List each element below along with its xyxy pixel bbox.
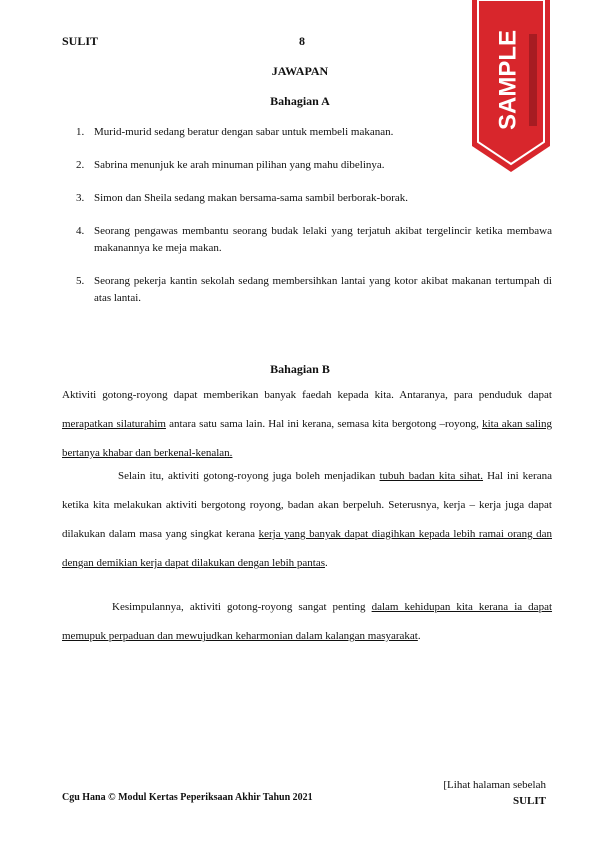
paragraph-text: Kesimpulannya, aktiviti gotong-royong sangat penting: [112, 601, 372, 613]
footer-sulit: SULIT: [512, 795, 546, 807]
paragraph-text: .: [325, 557, 328, 569]
sample-watermark-ribbon: [472, 0, 550, 172]
answer-text: Sabrina menunjuk ke arah minuman pilihan yang mahu dibelinya.: [94, 159, 385, 171]
underlined-text: dalam kehidupan kita kerana ia dapat memupuk perpaduan dan mewujudkan keharmonian dalam kalangan masyarakat: [62, 601, 553, 642]
footer-credit: Cgu Hana © Modul Kertas Peperiksaan Akhir Tahun 2021: [62, 792, 313, 803]
paragraph-text: Hal ini kerana ketika kita melakukan aktiviti bergotong royong, badan akan berpeluh. Seterusnya, kerja – kerja juga dapat dilakukan dalam masa yang singkat kerana: [62, 470, 552, 540]
page-number: 8: [299, 34, 305, 48]
sample-ribbon-shape: [472, 0, 550, 172]
paragraph-text: Aktiviti gotong-royong dapat memberikan banyak faedah kepada kita. Antaranya, para penduduk dapat: [62, 389, 552, 401]
sample-watermark-text: SAMPLE: [494, 29, 522, 131]
page-title: JAWAPAN: [271, 64, 329, 78]
essay-paragraph-2: [62, 462, 552, 578]
essay-paragraph-3: [62, 593, 552, 651]
underlined-text: tubuh badan kita sihat.: [379, 470, 484, 482]
paragraph-text: Selain itu, aktiviti gotong-royong juga boleh menjadikan: [118, 470, 380, 482]
answer-item: [62, 273, 552, 307]
header-sulit: SULIT: [62, 34, 99, 48]
answer-number: 1.: [76, 126, 85, 138]
section-b-heading: Bahagian B: [270, 362, 330, 376]
answer-number: 2.: [76, 159, 85, 171]
answer-number: 5.: [76, 275, 85, 287]
answer-item: [62, 223, 552, 257]
answer-text: Seorang pekerja kantin sekolah sedang membersihkan lantai yang kotor akibat makanan tertumpah di atas lantai.: [94, 275, 552, 304]
answer-item: [62, 190, 552, 207]
footer-next-page: [Lihat halaman sebelah: [443, 779, 546, 791]
answer-text: Seorang pengawas membantu seorang budak lelaki yang terjatuh akibat tergelincir ketika membawa makanannya ke meja makan.: [94, 225, 552, 254]
answer-number: 4.: [76, 225, 85, 237]
underlined-text: merapatkan silaturahim: [62, 418, 166, 430]
answer-number: 3.: [76, 192, 85, 204]
paragraph-text: antara satu sama lain. Hal ini kerana, semasa kita bergotong –royong,: [165, 418, 483, 430]
answer-text: Murid-murid sedang beratur dengan sabar untuk membeli makanan.: [94, 126, 394, 138]
underlined-text: kerja yang banyak dapat diagihkan kepada lebih ramai orang dan dengan demikian kerja dapat dilakukan dengan lebih pantas: [62, 528, 552, 569]
underlined-text: kita akan saling bertanya khabar dan berkenal-kenalan.: [62, 418, 552, 459]
answer-text: Simon dan Sheila sedang makan bersama-sama sambil berborak-borak.: [94, 192, 409, 204]
section-a-heading: Bahagian A: [270, 94, 330, 108]
essay-paragraph-1: [62, 381, 552, 468]
paragraph-text: .: [417, 630, 421, 642]
